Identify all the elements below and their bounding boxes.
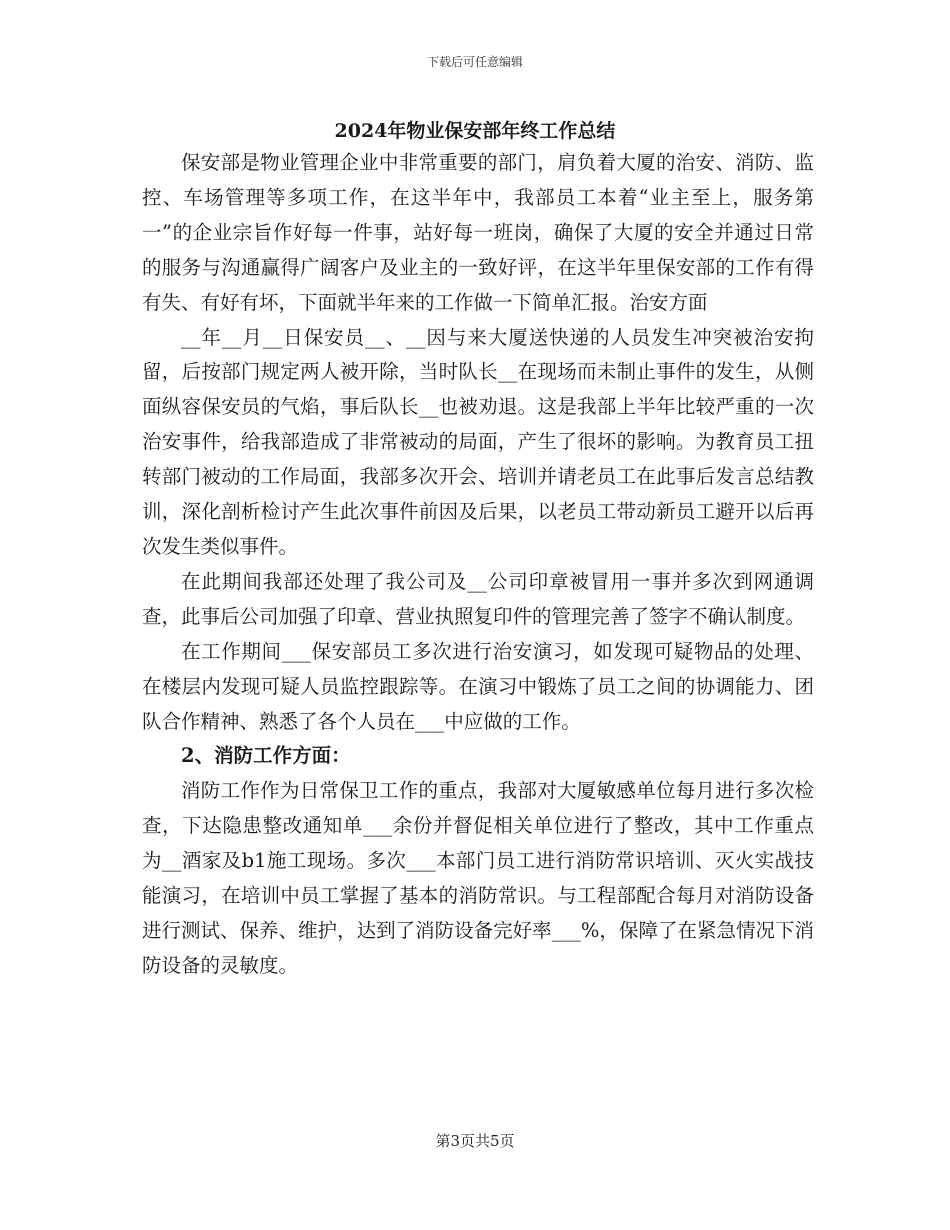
paragraph-seal-misuse: 在此期间我部还处理了我公司及__公司印章被冒用一事并多次到网通调查，此事后公司加强了印章、营业执照复印件的管理完善了签字不确认制度。 [142, 569, 814, 628]
document-title: 2024年物业保安部年终工作总结 [334, 120, 616, 142]
paragraph-security-incident: __年__月__日保安员__、__因与来大厦送快递的人员发生冲突被治安拘留，后按部门规定两人被开除，当时队长__在现场而未制止事件的发生，从侧面纵容保安员的气焰，事后队长__也被劝退。这是我部上半年比较严重的一次治安事件，给我部造成了非常被动的局面，产生了很坏的影响。为教育员工扭转部门被动的工作局面，我部多次开会、培训并请老员工在此事后发言总结教训，深化剖析检讨产生此次事件前因及后果，以老员工带动新员工避开以后再次发生类似事件。 [142, 325, 814, 558]
header-note: 下载后可任意编辑 [426, 55, 523, 69]
paragraph-fire-safety: 消防工作作为日常保卫工作的重点，我部对大厦敏感单位每月进行多次检查，下达隐患整改通知单___余份并督促相关单位进行了整改，其中工作重点为__酒家及b1施工现场。多次___本部门员工进行消防常识培训、灭火实战技能演习，在培训中员工掌握了基本的消防常识。与工程部配合每月对消防设备进行测试、保养、维护，达到了消防设备完好率___%，保障了在紧急情况下消防设备的灵敏度。 [142, 779, 814, 977]
paragraph-intro: 保安部是物业管理企业中非常重要的部门，肩负着大厦的治安、消防、监控、车场管理等多项工作，在这半年中，我部员工本着“业主至上，服务第一”的企业宗旨作好每一件事，站好每一班岗，确保了大厦的安全并通过日常的服务与沟通赢得广阔客户及业主的一致好评，在这半年里保安部的工作有得有失、有好有坏，下面就半年来的工作做一下简单汇报。治安方面 [142, 151, 814, 314]
page-number: 第3页共5页 [435, 1132, 515, 1150]
paragraph-security-drills: 在工作期间___保安部员工多次进行治安演习，如发现可疑物品的处理、在楼层内发现可疑人员监控跟踪等。在演习中锻炼了员工之间的协调能力、团队合作精神、熟悉了各个人员在___中应做的工作。 [142, 639, 814, 733]
document-body [142, 146, 814, 984]
section-heading-fire-safety: 2、消防工作方面： [181, 744, 351, 768]
